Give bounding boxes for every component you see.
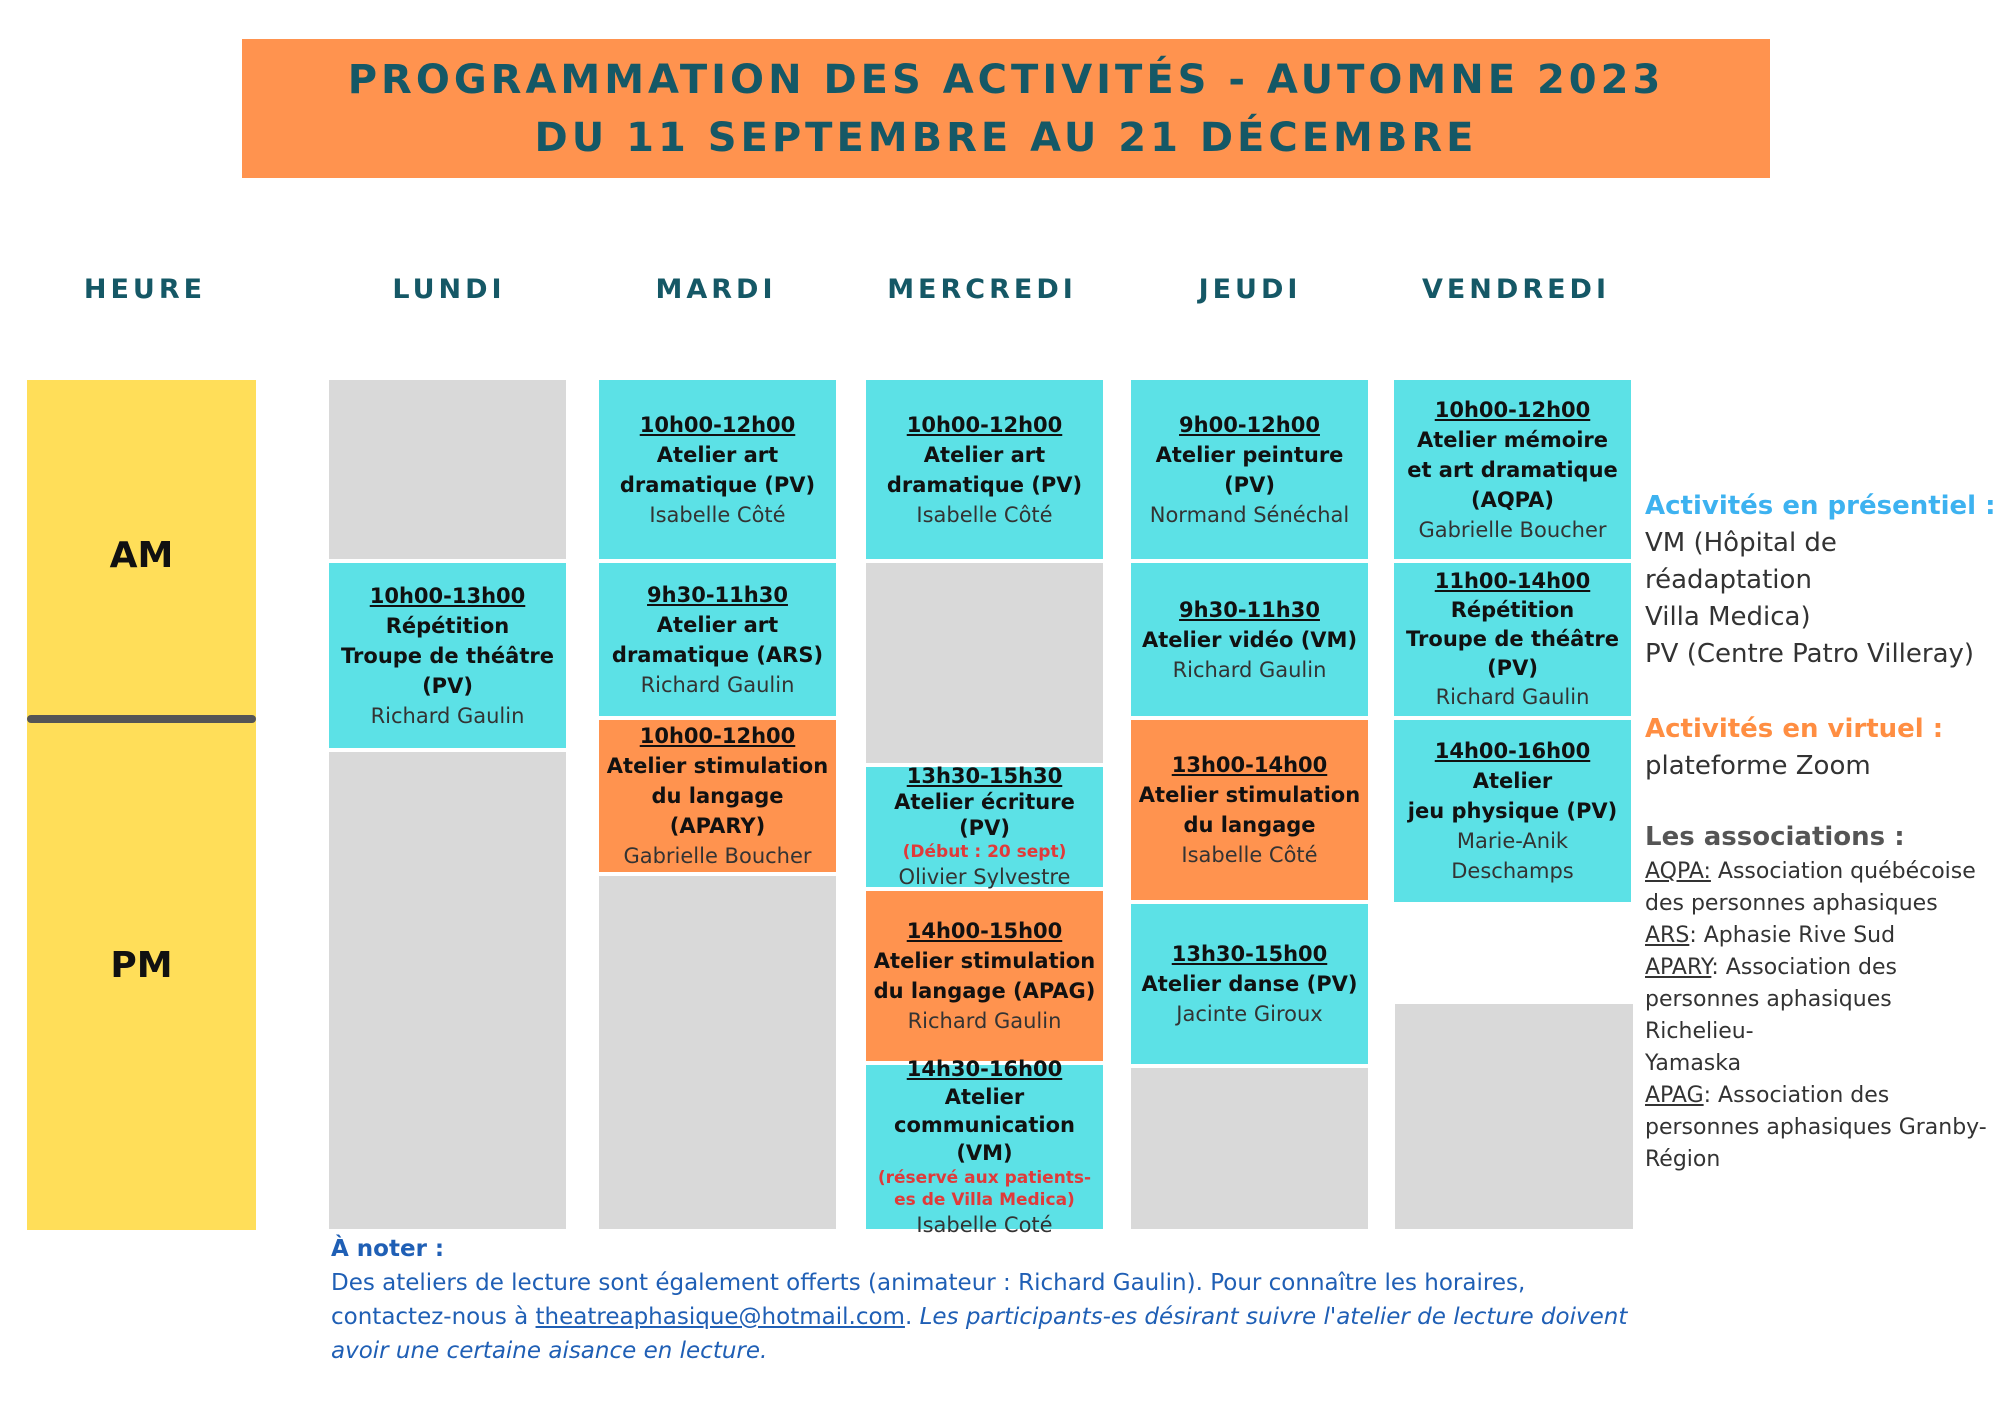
activity-mardi-art-dramatique-ars	[599, 563, 836, 716]
header-mardi: MARDI	[655, 274, 777, 305]
activity-time: 9h00-12h00	[1179, 412, 1320, 437]
activity-time: 14h30-16h00	[906, 1057, 1063, 1081]
header-jeudi: JEUDI	[1198, 274, 1302, 305]
activity-time: 10h00-12h00	[906, 412, 1063, 437]
association-code: AQPA:	[1645, 859, 1711, 884]
activity-name: Troupe de théâtre	[341, 643, 554, 668]
activity-name: du langage (APARY)	[651, 784, 784, 838]
empty-slot	[1131, 1068, 1368, 1229]
activity-name: jeu physique (PV)	[1407, 799, 1618, 823]
activity-leader: Isabelle Côté	[649, 502, 786, 527]
activity-name: Atelier mémoire	[1416, 427, 1609, 452]
activity-time: 10h00-12h00	[639, 412, 796, 437]
activity-time: 10h00-13h00	[369, 583, 526, 608]
activity-mercredi-ecriture	[866, 764, 1103, 889]
title-banner	[242, 39, 1770, 178]
note-text	[331, 1266, 1631, 1368]
header-vendredi: VENDREDI	[1421, 274, 1611, 305]
activity-time: 13h30-15h30	[906, 764, 1063, 788]
association-text: Région	[1645, 1147, 1721, 1172]
association-text: Association québécoise	[1710, 859, 1976, 884]
note-block	[331, 1232, 1631, 1368]
header-heure: HEURE	[83, 274, 207, 305]
activity-name: Troupe de théâtre	[1406, 627, 1619, 651]
activity-leader: Richard Gaulin	[640, 672, 795, 697]
am-pm-divider	[27, 715, 256, 723]
activity-name: et art dramatique	[1407, 457, 1618, 482]
legend-presentiel-text: PV (Centre Patro Villeray)	[1645, 639, 1975, 669]
activity-jeudi-danse	[1131, 904, 1368, 1064]
activity-name: Atelier stimulation	[606, 754, 829, 778]
empty-slot	[329, 752, 566, 1229]
legend-associations-title: Les associations :	[1645, 822, 1905, 852]
activity-name: du langage	[1183, 813, 1316, 837]
activity-time: 10h00-12h00	[639, 724, 796, 748]
activity-leader: Gabrielle Boucher	[1418, 517, 1607, 542]
activity-time: 10h00-12h00	[1434, 397, 1591, 422]
activity-lundi-repetition	[329, 563, 566, 748]
activity-vendredi-jeu-physique	[1394, 720, 1631, 902]
association-ars	[1645, 920, 2000, 952]
legend-virtuel-text: plateforme Zoom	[1645, 751, 1871, 781]
association-text: personnes aphasiques Richelieu-	[1645, 987, 1892, 1044]
activity-mardi-art-dramatique-pv	[599, 380, 836, 559]
header-mercredi: MERCREDI	[887, 274, 1077, 305]
activity-leader: Isabelle Côté	[1181, 843, 1318, 867]
empty-slot	[599, 876, 836, 1229]
header-lundi: LUNDI	[392, 274, 506, 305]
note-heading: À noter :	[331, 1236, 445, 1262]
activity-leader: Isabelle Coté	[916, 1213, 1053, 1237]
activity-leader: Marie-Anik Deschamps	[1451, 829, 1574, 883]
association-aqpa	[1645, 856, 2000, 888]
activity-leader: Richard Gaulin	[907, 1009, 1062, 1033]
activity-leader: Olivier Sylvestre	[898, 865, 1071, 889]
activity-time: 13h30-15h00	[1171, 942, 1328, 966]
activity-name: Répétition	[385, 613, 510, 638]
activity-time: 14h00-15h00	[906, 919, 1063, 943]
association-code: APAG	[1645, 1083, 1704, 1108]
activity-name: (PV)	[1487, 656, 1538, 680]
period-pm: PM	[110, 945, 173, 986]
activity-note: (Début : 20 sept)	[902, 842, 1067, 862]
activity-name: (PV)	[422, 673, 473, 698]
title-line-1: PROGRAMMATION DES ACTIVITÉS - AUTOMNE 2023	[347, 56, 1665, 103]
activity-name: du langage (APAG)	[873, 979, 1096, 1003]
activity-note: es de Villa Medica)	[894, 1190, 1075, 1210]
empty-slot	[329, 380, 566, 559]
association-code: APARY	[1645, 955, 1712, 980]
association-text: personnes aphasiques Granby-	[1645, 1115, 1987, 1140]
association-text: des personnes aphasiques	[1645, 891, 1938, 916]
activity-name: (AQPA)	[1470, 487, 1554, 512]
activity-leader: Richard Gaulin	[1435, 685, 1590, 709]
activity-name: Atelier art	[923, 442, 1046, 467]
activity-name: Répétition	[1450, 598, 1575, 622]
activity-name: Atelier peinture (PV)	[1155, 442, 1344, 497]
activity-name: Atelier vidéo (VM)	[1141, 627, 1358, 652]
legend	[1645, 488, 2000, 1176]
time-column	[27, 380, 256, 1230]
association-text: Yamaska	[1645, 1051, 1742, 1076]
association-text: : Association des	[1703, 1083, 1890, 1108]
activity-name: Atelier stimulation	[873, 949, 1096, 973]
title-line-2: DU 11 SEPTEMBRE AU 21 DÉCEMBRE	[534, 114, 1478, 161]
legend-presentiel-text: VM (Hôpital de réadaptation	[1645, 528, 1837, 595]
association-code: ARS	[1645, 923, 1690, 948]
legend-presentiel-text: Villa Medica)	[1645, 602, 1811, 632]
association-apag	[1645, 1080, 2000, 1112]
association-apary	[1645, 952, 2000, 984]
activity-mercredi-communication	[866, 1057, 1103, 1237]
activity-mardi-stimulation-apary	[599, 720, 836, 872]
activity-name: Atelier écriture (PV)	[894, 790, 1075, 840]
activity-leader: Richard Gaulin	[1172, 657, 1327, 682]
activity-name: communication (VM)	[894, 1113, 1075, 1165]
activity-time: 11h00-14h00	[1434, 569, 1591, 593]
activity-leader: Jacinte Giroux	[1176, 1002, 1323, 1026]
activity-leader: Richard Gaulin	[370, 703, 525, 728]
activity-name: dramatique (ARS)	[611, 642, 824, 667]
activity-mercredi-art-dramatique	[866, 380, 1103, 559]
activity-jeudi-video	[1131, 563, 1368, 716]
activity-time: 9h30-11h30	[647, 582, 788, 607]
association-text: : Aphasie Rive Sud	[1689, 923, 1896, 948]
activity-name: Atelier	[944, 1085, 1025, 1109]
activity-mercredi-stimulation-apag	[866, 891, 1103, 1061]
legend-virtuel-title: Activités en virtuel :	[1645, 714, 1944, 744]
activity-name: Atelier art	[656, 612, 779, 637]
activity-leader: Normand Sénéchal	[1149, 502, 1350, 527]
activity-time: 13h00-14h00	[1171, 753, 1328, 777]
activity-name: Atelier	[1472, 769, 1553, 793]
empty-slot	[866, 563, 1103, 763]
activity-name: Atelier danse (PV)	[1141, 972, 1358, 996]
activity-vendredi-repetition	[1394, 563, 1631, 716]
activity-time: 9h30-11h30	[1179, 597, 1320, 622]
activity-jeudi-peinture	[1131, 380, 1368, 559]
association-text: : Association des	[1711, 955, 1897, 980]
activity-vendredi-memoire	[1394, 380, 1631, 559]
period-am: AM	[109, 535, 174, 576]
activity-name: dramatique (PV)	[619, 472, 816, 497]
activity-leader: Isabelle Côté	[916, 502, 1053, 527]
activity-time: 14h00-16h00	[1434, 739, 1591, 763]
note-italic-text: Les participants-es désirant suivre l'atelier de lecture doivent avoir une certaine aisance en lecture.	[331, 1304, 1628, 1364]
email-link[interactable]: theatreaphasique@hotmail.com	[535, 1304, 905, 1330]
activity-leader: Gabrielle Boucher	[623, 844, 812, 868]
activity-jeudi-stimulation	[1131, 720, 1368, 900]
activity-name: Atelier stimulation	[1138, 783, 1361, 807]
activity-note: (réservé aux patients-	[877, 1168, 1092, 1188]
activity-name: Atelier art	[656, 442, 779, 467]
note-text-part: .	[904, 1304, 920, 1330]
activity-name: dramatique (PV)	[886, 472, 1083, 497]
empty-slot	[1395, 1004, 1633, 1229]
note-text-part: Des ateliers de lecture sont également offerts (animateur : Richard Gaulin). Pour connaître les horaires, contactez-nous à	[331, 1270, 1526, 1330]
legend-presentiel-title: Activités en présentiel :	[1645, 491, 1996, 521]
